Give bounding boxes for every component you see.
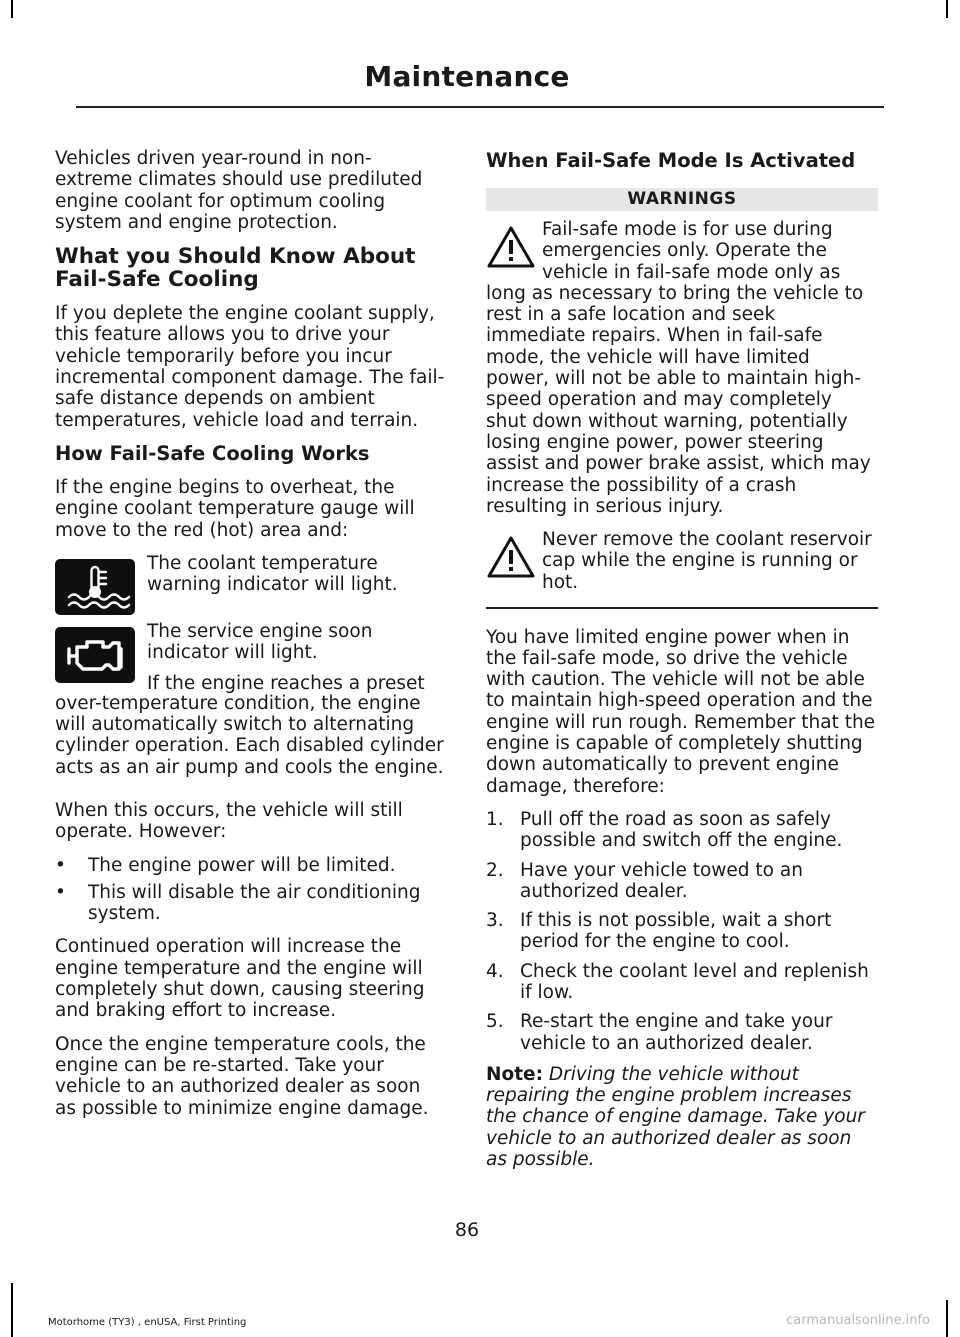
check-engine-icon [55, 627, 135, 683]
coolant-indicator-text: The coolant temperature warning indicator will light. [147, 552, 398, 596]
note: Note: Driving the vehicle without repairing the engine problem increases the chance of engine damage. Take your vehicle to an authorized dealer as soon as possible. [486, 1063, 865, 1171]
list-item: 5. Re-start the engine and take your vehicle to an authorized dealer. [486, 1011, 833, 1054]
list-item: 4. Check the coolant level and replenish if low. [486, 960, 869, 1003]
page-title: Maintenance [364, 60, 570, 93]
continued-operation-paragraph: Continued operation will increase the engine temperature and the engine will completely shut down, causing steering and braking effort to increase. [55, 936, 425, 1022]
list-item: 1. Pull off the road as soon as safely possible and switch off the engine. [486, 808, 843, 852]
intro-paragraph: Vehicles driven year-round in non-extreme climates should use prediluted engine coolant for optimum cooling system and engine protection. [55, 148, 423, 233]
crop-mark-bottom-left [11, 1283, 13, 1337]
crop-mark-top-right [946, 0, 948, 18]
limitations-list [55, 855, 447, 925]
indicator-row-coolant [55, 553, 447, 613]
crop-mark-top-left [11, 0, 13, 18]
indicator-row-engine [55, 621, 447, 695]
crop-mark-bottom-right [946, 1300, 948, 1337]
warnings-header: WARNINGS [486, 188, 878, 211]
section-heading-activated: When Fail-Safe Mode Is Activated [486, 149, 856, 172]
list-item: • The engine power will be limited. [55, 854, 396, 876]
edition-footer: Motorhome (TY3) , enUSA, First Printing [48, 1317, 247, 1328]
over-temperature-lead: If the engine reaches a preset [147, 673, 425, 695]
bullet: • [55, 881, 66, 903]
restart-paragraph: Once the engine temperature cools, the engine can be re-started. Take your vehicle to an authorized dealer as soon as possible to minimize engine damage. [55, 1033, 429, 1119]
fail-safe-paragraph: If you deplete the engine coolant supply, this feature allows you to drive your vehicle temporarily before you incur incremental component damage. The fail-safe distance depends on ambient temperatures, vehicle load and terrain. [55, 303, 445, 431]
right-column [486, 148, 878, 1182]
procedure-steps [486, 809, 878, 1054]
warnings-divider [486, 607, 878, 609]
still-operate-paragraph: When this occurs, the vehicle will still operate. However: [55, 799, 403, 843]
engine-indicator-text: The service engine soon indicator will light. [147, 620, 373, 664]
left-column [55, 148, 447, 1131]
list-item: • This will disable the air conditioning system. [55, 881, 421, 925]
bullet: • [55, 854, 66, 876]
warning-fail-safe [486, 219, 878, 517]
warning-text-fail-safe: Fail-safe mode is for use during emergencies only. Operate the vehicle in fail-safe mode only as long as necessary to bring the vehicle to rest in a safe location and seek immediate repairs. When in fail-safe mode, the vehicle will have limited power, will not be able to maintain high-speed operation and may completely shut down without warning, potentially losing engine power, power steering assist and power brake assist, which may increase the possibility of a crash resulting in serious injury. [486, 219, 871, 517]
over-temperature-paragraph: over-temperature condition, the engine will automatically switch to alternating cylinder operation. Each disabled cylinder acts as an air pump and cools the engine. [55, 692, 444, 778]
warning-triangle-icon [486, 225, 536, 269]
overheat-paragraph: If the engine begins to overheat, the engine coolant temperature gauge will move to the red (hot) area and: [55, 476, 415, 541]
list-item: 2. Have your vehicle towed to an authorized dealer. [486, 859, 803, 902]
list-item: 3. If this is not possible, wait a short period for the engine to cool. [486, 910, 832, 953]
page-number: 86 [454, 1219, 480, 1241]
coolant-temperature-icon [55, 559, 135, 615]
section-heading-fail-safe: What you Should Know About Fail-Safe Cooling [55, 244, 416, 293]
warning-reservoir-cap [486, 529, 878, 593]
watermark: carmanualsonline.info [786, 1313, 930, 1328]
section-heading-how-it-works: How Fail-Safe Cooling Works [55, 441, 370, 465]
warning-triangle-icon [486, 535, 536, 579]
warning-text-reservoir-cap: Never remove the coolant reservoir cap while the engine is running or hot. [542, 529, 872, 593]
header-divider [76, 106, 884, 108]
limited-power-paragraph: You have limited engine power when in the fail-safe mode, so drive the vehicle with caution. The vehicle will not be able to maintain high-speed operation and the engine will run rough. Remember that the engine is capable of completely shutting down automatically to prevent engine damage, therefore: [486, 626, 876, 797]
